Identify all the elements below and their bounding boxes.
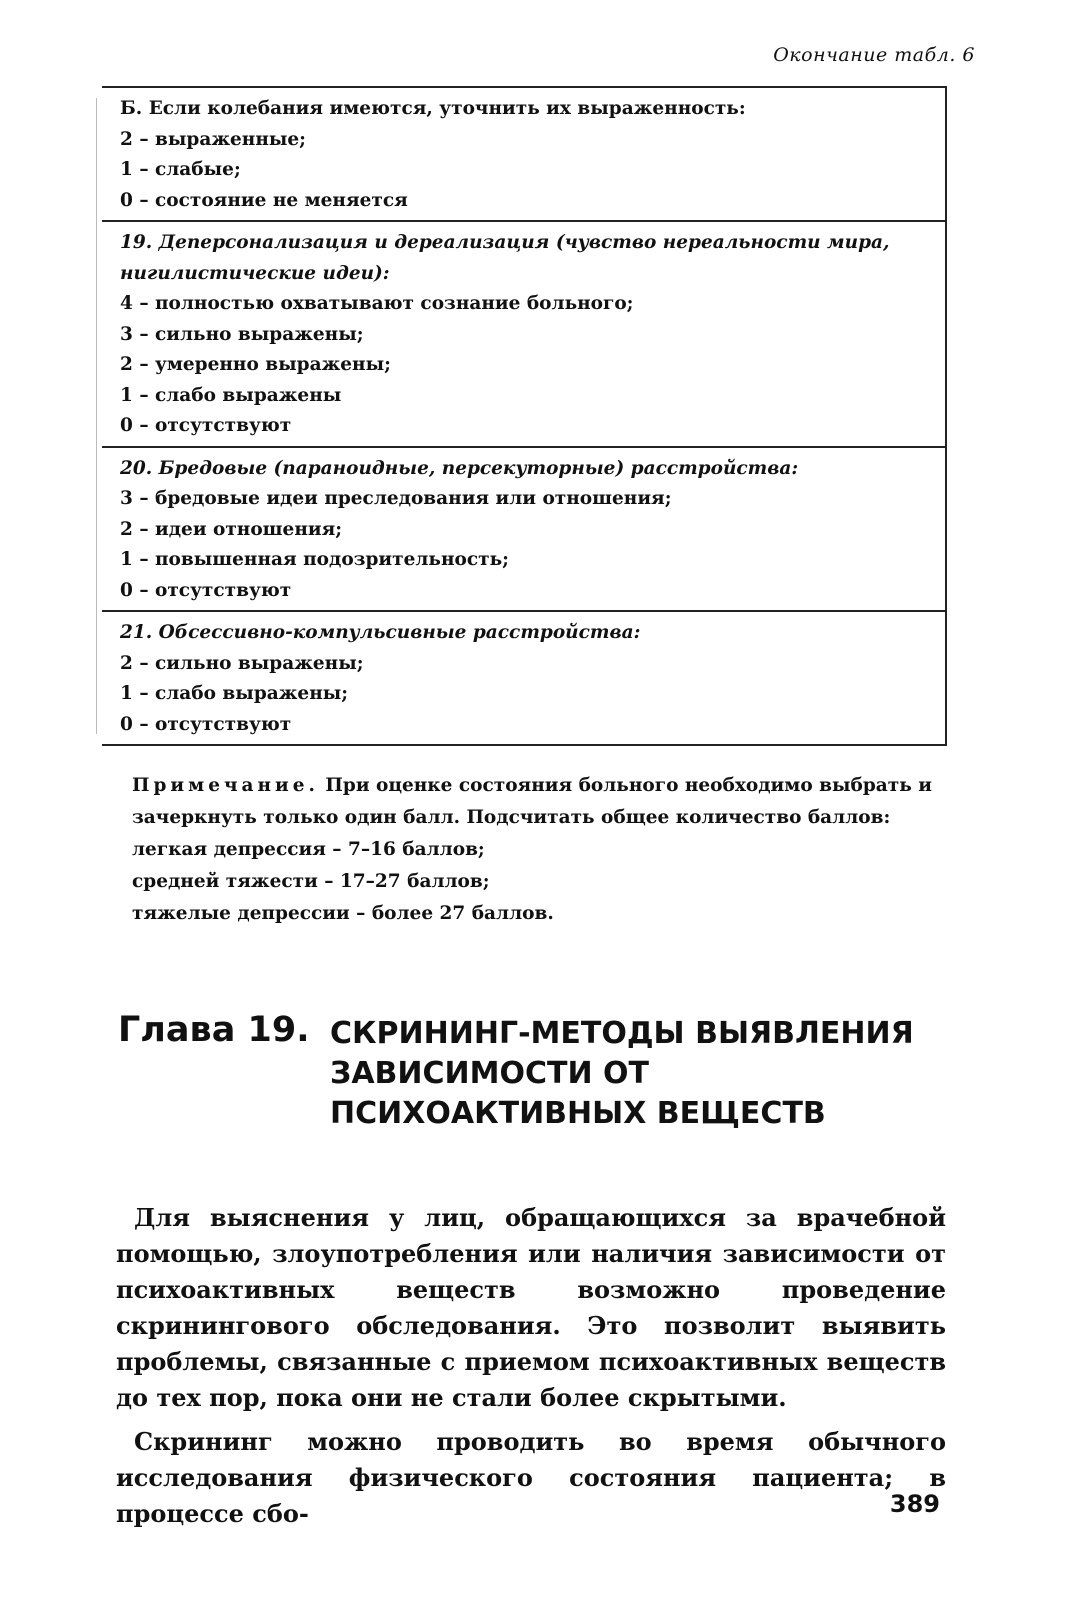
- body-paragraph: Для выяснения у лиц, обращающихся за врачебной помощью, злоупотребления или наличия зависимости от психоактивных веществ возможно проведение скринингового обследования. Это позволит выявить проблемы, связанные с приемом психоактивных веществ до тех пор, пока они не стали более скрытыми.: [116, 1203, 946, 1412]
- table-line: 4 – полностью охватывают сознание больного;: [120, 293, 634, 314]
- table-section: [102, 222, 945, 448]
- table-line: 2 – идеи отношения;: [120, 518, 343, 540]
- section-heading: 20. Бредовые (параноидные, персекуторные) расстройства:: [120, 457, 799, 479]
- table-line: 0 – отсутствуют: [120, 713, 292, 735]
- note-label: Примечание.: [132, 775, 319, 796]
- body-text: [116, 1200, 946, 1540]
- table-section: [102, 88, 945, 222]
- section-heading: 19. Деперсонализация и дереализация (чувство нереальности мира, нигилистические идеи):: [120, 232, 890, 284]
- page-number: 389: [889, 1490, 940, 1518]
- table-section: [102, 612, 945, 744]
- table-note: [132, 770, 947, 930]
- table-line: 2 – умеренно выражены;: [120, 354, 391, 375]
- note-item: легкая депрессия – 7–16 баллов;: [132, 839, 485, 860]
- table-continuation-label: Окончание табл. 6: [773, 44, 975, 66]
- table-line: 1 – слабые;: [120, 159, 241, 180]
- section-heading: 21. Обсессивно-компульсивные расстройства:: [120, 622, 641, 643]
- note-paragraph: [132, 770, 947, 834]
- table-line: 1 – слабо выражены;: [120, 683, 349, 704]
- table-line: 0 – отсутствуют: [120, 415, 292, 436]
- table-line: 3 – сильно выражены;: [120, 323, 364, 345]
- body-paragraph: Скрининг можно проводить во время обычного исследования физического состояния пациента; в процессе сбо-: [116, 1427, 946, 1528]
- table-section: [102, 448, 945, 613]
- table-line: 1 – повышенная подозрительность;: [120, 549, 509, 570]
- table-line: 0 – отсутствуют: [120, 579, 292, 601]
- table-line: 2 – выраженные;: [120, 128, 307, 150]
- scale-table: [102, 86, 947, 746]
- note-item: тяжелые депрессии – более 27 баллов.: [132, 903, 554, 924]
- table-line: 0 – состояние не меняется: [120, 189, 408, 211]
- chapter-number: Глава 19.: [118, 1010, 310, 1050]
- table-line: 2 – сильно выражены;: [120, 652, 364, 674]
- note-item: средней тяжести – 17–27 баллов;: [132, 871, 490, 892]
- table-line: 1 – слабо выражены: [120, 384, 342, 406]
- chapter-title: СКРИНИНГ-МЕТОДЫ ВЫЯВЛЕНИЯ ЗАВИСИМОСТИ ОТ ПСИХОАКТИВНЫХ ВЕЩЕСТВ: [330, 1016, 914, 1131]
- table-line: Б. Если колебания имеются, уточнить их выраженность:: [120, 98, 746, 119]
- table-line: 3 – бредовые идеи преследования или отношения;: [120, 488, 672, 509]
- note-text: При оценке состояния больного необходимо выбрать и зачеркнуть только один балл. Подсчитать общее количество баллов:: [132, 775, 932, 828]
